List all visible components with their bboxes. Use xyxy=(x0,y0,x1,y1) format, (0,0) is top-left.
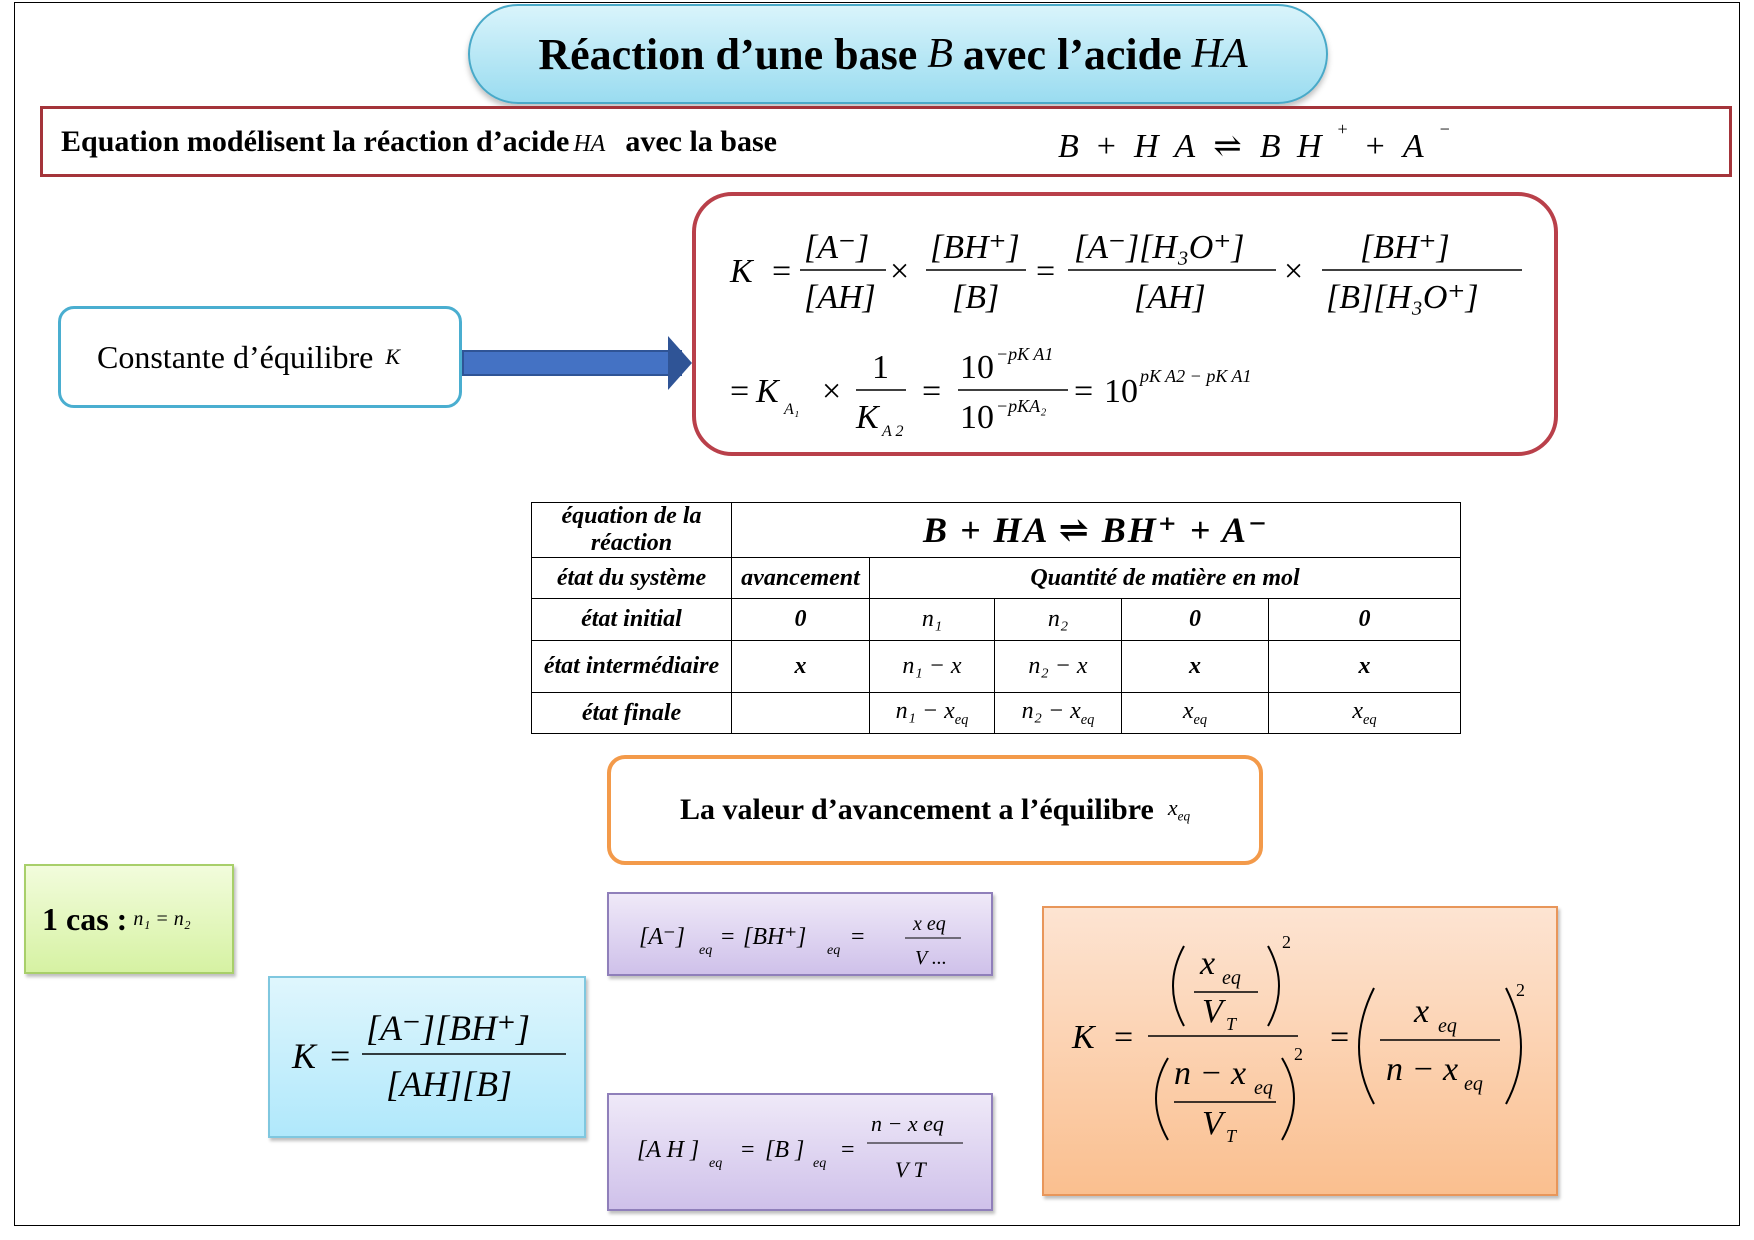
blue-formula-svg xyxy=(270,978,584,1136)
cell-sub: eq xyxy=(1080,711,1095,728)
line2-frac2-den-exp: −pKA₂ xyxy=(996,396,1047,416)
cell-text: n₂ − x xyxy=(1021,697,1081,724)
right-arrow-icon xyxy=(668,336,692,390)
table-cell: x xyxy=(1122,641,1269,693)
table-header-reaction: B + HA ⇌ BH⁺ + A⁻ xyxy=(732,503,1461,558)
table-cell: 0 xyxy=(1269,599,1461,641)
peach-eq2: = xyxy=(1330,1019,1350,1056)
peach-num-x: x xyxy=(1200,945,1216,982)
case-condition: n₁ = n₂ xyxy=(133,907,191,930)
equation-acid-var: HA xyxy=(573,130,606,157)
num-left-paren xyxy=(1173,946,1184,1026)
table-header-row xyxy=(532,503,1461,558)
xeq-var-x: x xyxy=(1167,795,1178,821)
product-a-charge: − xyxy=(1439,119,1454,139)
line2-eq2: = xyxy=(922,373,942,410)
den-left-paren xyxy=(1156,1058,1168,1140)
equation-bar xyxy=(40,106,1732,177)
blue-num: [A⁻][BH⁺] xyxy=(366,1008,531,1048)
title-text-2: avec l’acide xyxy=(962,29,1182,79)
blue-eq: = xyxy=(330,1036,351,1076)
peach-r-exp: 2 xyxy=(1516,980,1525,1000)
line2-frac2-den: 10 xyxy=(960,399,994,436)
right-left-paren xyxy=(1359,988,1374,1104)
plus-sign: + xyxy=(1096,128,1120,165)
table-cell: n₁ xyxy=(870,599,995,641)
line2-frac1-den-sub: A 2 xyxy=(882,423,904,440)
purple-box-concentrations xyxy=(607,892,993,976)
ka1-sub: A₁ xyxy=(784,401,800,418)
xeq-var-sub: eq xyxy=(1177,808,1191,824)
table-state-label: état du système xyxy=(532,558,732,599)
line2-frac2-num-exp: −pK A1 xyxy=(996,344,1054,364)
title-text: Réaction d’une base xyxy=(538,29,918,79)
peach-num-v: V xyxy=(1202,993,1223,1030)
table-cell xyxy=(1269,693,1461,734)
title-banner xyxy=(468,4,1328,104)
purple2-eq: = xyxy=(741,1137,755,1163)
xeq-var xyxy=(1168,795,1190,824)
purple1-sub: eq xyxy=(699,943,713,958)
peach-den-num-sub: eq xyxy=(1254,1077,1273,1099)
purple2-sub: eq xyxy=(709,1156,723,1171)
peach-k: K xyxy=(1072,1019,1095,1056)
title-base-var: B xyxy=(927,31,953,77)
table-cell xyxy=(1122,693,1269,734)
table-cell-advance: x xyxy=(732,641,870,693)
purple-box-remaining xyxy=(607,1093,993,1211)
table-cell-state: état finale xyxy=(532,693,732,734)
reaction-equation xyxy=(1058,119,1454,166)
cell-sub: eq xyxy=(954,711,969,728)
peach-num-v-sub: T xyxy=(1226,1014,1237,1034)
k-symbol: K xyxy=(730,253,753,290)
title-acid-var: HA xyxy=(1191,31,1248,77)
equation-label xyxy=(61,125,777,159)
k-concentration-box xyxy=(268,976,586,1138)
table-cell: n₂ xyxy=(995,599,1122,641)
table-subheader-row xyxy=(532,558,1461,599)
frac4-num: [BH⁺] xyxy=(1360,229,1450,266)
line2-frac1-num: 1 xyxy=(872,349,889,386)
table-cell-advance xyxy=(732,693,870,734)
constant-label-box xyxy=(58,306,462,408)
k-formula-box xyxy=(692,192,1558,456)
peach-den-num: n − x xyxy=(1174,1055,1247,1092)
xeq-label-text: La valeur d’avancement a l’équilibre xyxy=(679,793,1154,826)
frac1-num: [A⁻] xyxy=(804,229,870,266)
num-right-paren xyxy=(1268,946,1279,1026)
purple2-den: V T xyxy=(895,1157,926,1182)
frac1-den: [AH] xyxy=(804,279,876,316)
frac3-num: [A⁻][H₃O⁺] xyxy=(1074,229,1245,266)
table-cell-state: état intermédiaire xyxy=(532,641,732,693)
table-advance-label: avancement xyxy=(732,558,870,599)
frac3-den: [AH] xyxy=(1134,279,1206,316)
cell-sub: eq xyxy=(1193,711,1208,728)
table-row xyxy=(532,693,1461,734)
table-cell xyxy=(870,693,995,734)
line2-eq3: = xyxy=(1074,373,1094,410)
case-text: 1 cas : xyxy=(42,900,128,937)
reactant-acid: H A xyxy=(1133,128,1200,165)
k-eq: = xyxy=(772,253,792,290)
table-cell: 0 xyxy=(1122,599,1269,641)
plus-sign-2: + xyxy=(1365,128,1389,165)
frac2-den: [B] xyxy=(952,279,1000,316)
peach-den-v-sub: T xyxy=(1226,1126,1237,1146)
table-cell xyxy=(995,693,1122,734)
frac2-num: [BH⁺] xyxy=(930,229,1020,266)
times-2: × xyxy=(1284,253,1304,290)
equation-label-text-2: avec la base xyxy=(625,124,777,158)
peach-r-den-sub: eq xyxy=(1464,1073,1483,1095)
purple2-mid: [B ] xyxy=(765,1137,805,1163)
blue-k: K xyxy=(292,1036,317,1076)
cell-text: x xyxy=(1182,697,1194,724)
right-arrow-shaft xyxy=(462,350,682,376)
purple1-lhs: [A⁻] xyxy=(639,924,686,950)
line2-frac2-num: 10 xyxy=(960,349,994,386)
purple1-eq2: = xyxy=(851,924,865,950)
table-row xyxy=(532,641,1461,693)
frac4-den: [B][H₃O⁺] xyxy=(1326,279,1479,316)
purple1-sub2: eq xyxy=(827,943,841,958)
eq-2: = xyxy=(1036,253,1056,290)
peach-den-v: V xyxy=(1202,1105,1223,1142)
blue-den: [AH][B] xyxy=(386,1064,513,1104)
constant-var: K xyxy=(385,344,401,369)
table-cell: n₂ − x xyxy=(995,641,1122,693)
right-right-paren xyxy=(1506,988,1521,1104)
equation-label-text: Equation modélisent la réaction d’acide xyxy=(61,124,570,158)
table-cell-state: état initial xyxy=(532,599,732,641)
purple1-num: x eq xyxy=(913,913,946,935)
line2-result: 10 xyxy=(1104,373,1138,410)
cell-text: n₁ − x xyxy=(895,697,955,724)
line2-eq: = xyxy=(730,373,750,410)
purple1-eq: = xyxy=(721,924,735,950)
line2-frac1-den: K xyxy=(856,399,879,436)
purple2-num: n − x eq xyxy=(871,1111,944,1136)
table-cell: n₁ − x xyxy=(870,641,995,693)
constant-label: Constante d’équilibre xyxy=(97,338,374,375)
cell-sub: eq xyxy=(1363,711,1377,728)
table-row xyxy=(532,599,1461,641)
table-quantity-label: Quantité de matière en mol xyxy=(870,558,1461,599)
table-cell: x xyxy=(1269,641,1461,693)
purple2-sub2: eq xyxy=(813,1156,827,1171)
peach-den-exp: 2 xyxy=(1294,1044,1303,1064)
peach-formula-svg xyxy=(1044,908,1556,1194)
product-bh-charge: + xyxy=(1337,119,1352,139)
product-bh: B H xyxy=(1259,128,1326,165)
peach-num-exp: 2 xyxy=(1282,932,1291,952)
ka1-symbol: K xyxy=(756,373,779,410)
case-box xyxy=(24,864,234,974)
cell-text: x xyxy=(1352,697,1364,724)
advancement-table xyxy=(531,502,1461,734)
table-cell-advance: 0 xyxy=(732,599,870,641)
purple2-eq2: = xyxy=(841,1137,855,1163)
k-formula-svg xyxy=(696,196,1554,452)
purple2-svg xyxy=(609,1095,991,1209)
den-right-paren xyxy=(1282,1058,1294,1140)
times-1: × xyxy=(890,253,910,290)
peach-r-num: x xyxy=(1414,993,1430,1030)
reactant-base: B xyxy=(1058,128,1083,165)
purple1-svg xyxy=(609,894,991,974)
peach-r-den: n − x xyxy=(1386,1051,1459,1088)
purple1-den: V ... xyxy=(915,947,947,969)
purple1-mid: [BH⁺] xyxy=(743,924,807,950)
k-final-formula-box xyxy=(1042,906,1558,1196)
peach-num-x-sub: eq xyxy=(1222,967,1241,989)
product-a: A xyxy=(1402,128,1428,165)
peach-eq: = xyxy=(1114,1019,1134,1056)
equilibrium-arrow: ⇌ xyxy=(1213,128,1246,165)
xeq-label-box xyxy=(607,755,1263,865)
table-header-eq-label: équation de la réaction xyxy=(532,503,732,558)
line2-times: × xyxy=(822,373,842,410)
line2-result-exp: pK A2 − pK A1 xyxy=(1140,366,1252,386)
purple2-lhs: [A H ] xyxy=(637,1137,700,1163)
peach-r-num-sub: eq xyxy=(1438,1015,1457,1037)
